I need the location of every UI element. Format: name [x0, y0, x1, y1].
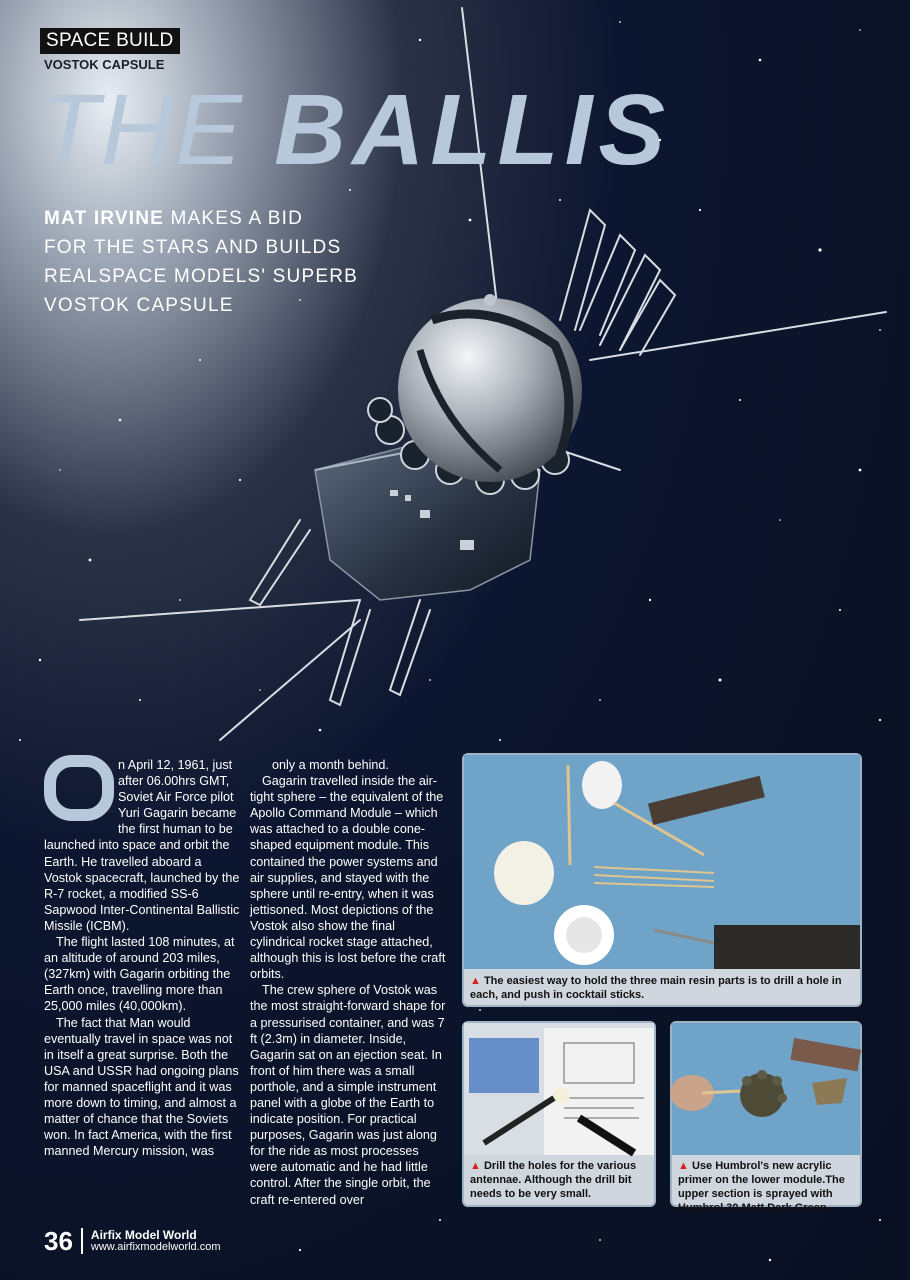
standfirst-line4: VOSTOK CAPSULE	[44, 295, 234, 316]
magazine-title: Airfix Model World	[90, 1228, 197, 1242]
drill-holes-image	[464, 1023, 654, 1155]
body-column-2	[250, 757, 446, 1208]
caption-triangle-icon: ▲	[470, 1160, 481, 1172]
photo-primer	[670, 1021, 862, 1214]
magazine-info	[91, 1229, 221, 1253]
caption-triangle-icon: ▲	[470, 975, 481, 987]
standfirst-line1: MAKES A BID	[164, 208, 304, 229]
paragraph: The flight lasted 108 minutes, at an altitude of around 203 miles, (327km) with Gagarin orbiting the Earth once, travelling more than 25,000 miles (40,000km).	[44, 935, 235, 1014]
page-footer	[44, 1228, 221, 1254]
caption-resin-parts	[470, 974, 854, 1002]
caption-text: Use Humbrol's new acrylic primer on the lower module.The upper section is sprayed with Humbrol 30 Matt Dark Green.	[678, 1160, 845, 1214]
caption-text: The easiest way to hold the three main resin parts is to drill a hole in each, and push in cocktail sticks.	[470, 975, 842, 1001]
standfirst-line2: FOR THE STARS AND BUILDS	[44, 237, 342, 258]
caption-drill-holes	[470, 1159, 648, 1201]
magazine-url[interactable]: www.airfixmodelworld.com	[90, 1241, 221, 1253]
paragraph: The crew sphere of Vostok was the most straight-forward shape for a pressurised container, and was 7 ft (2.3m) in diameter. Inside, Gagarin sat on an ejection seat. In front of him there was a small porthole, and a simple instrument panel with a globe of the Earth to indicate position. For practical purposes, Gagarin was just along for the ride as most processes were automatic and he had little control. After the single orbit, the craft re-entered over	[250, 983, 446, 1207]
page-number: 36	[44, 1228, 83, 1254]
headline	[38, 74, 908, 186]
resin-parts-image	[464, 755, 860, 969]
subsection-tag: VOSTOK CAPSULE	[44, 57, 165, 72]
primer-image	[672, 1023, 860, 1155]
drop-cap	[44, 757, 112, 821]
paragraph: only a month behind.	[272, 758, 389, 772]
photo-drill-holes	[462, 1021, 656, 1207]
paragraph: Gagarin travelled inside the air-tight sphere – the equivalent of the Apollo Command Module – which was attached to a double cone-shaped equipment module. This contained the power systems and air supplies, and stayed with the sphere until re-entry, when it was jettisoned. Most depictions of the Vostok also show the final cylindrical rocket stage attached, although this is lost before the craft orbits.	[250, 774, 446, 982]
standfirst	[44, 204, 424, 320]
paragraph: n April 12, 1961, just after 06.00hrs GMT, Soviet Air Force pilot Yuri Gagarin became the first human to be launched into space and orbit the Earth. He travelled aboard a Vostok spacecraft, launched by the R-7 rocket, a modified SS-6 Sapwood Inter-Continental Ballistic Missile (ICBM).	[44, 758, 240, 933]
standfirst-line3: REALSPACE MODELS' SUPERB	[44, 266, 358, 287]
headline-bold: BALLIS	[274, 74, 672, 186]
caption-triangle-icon: ▲	[678, 1160, 689, 1172]
section-tag: SPACE BUILD	[40, 28, 180, 54]
caption-text: Drill the holes for the various antennae. Although the drill bit needs to be very small.	[470, 1160, 637, 1200]
caption-primer	[678, 1159, 854, 1215]
body-column-1	[44, 757, 240, 1159]
author-name: MAT IRVINE	[44, 208, 165, 229]
paragraph: The fact that Man would eventually travel in space was not in itself a great surprise. Both the USA and USSR had ongoing plans for manned spaceflight and it was more down to timing, and almost a matter of chance that the Soviets won. In fact America, with the first manned Mercury mission, was	[44, 1015, 239, 1159]
headline-thin: THE	[38, 74, 244, 186]
photo-resin-parts	[462, 753, 862, 1007]
